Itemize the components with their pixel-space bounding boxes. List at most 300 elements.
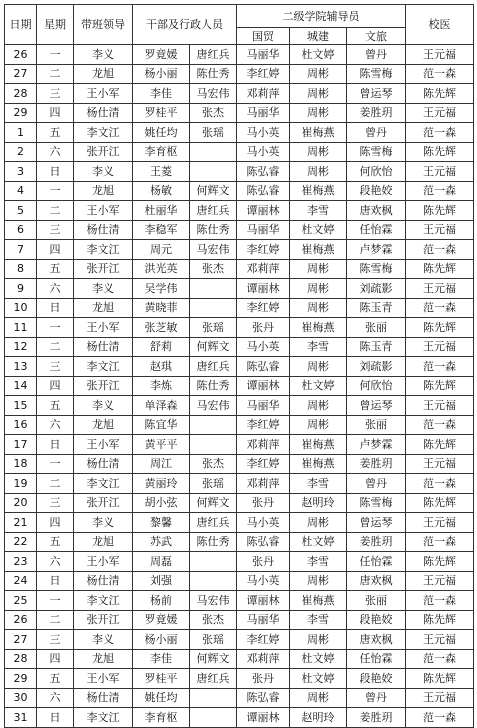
staff-cell: 罗桂平 <box>133 669 190 689</box>
table-row <box>5 279 474 299</box>
wenlv-cell: 何欣怡 <box>347 376 406 396</box>
wenlv-cell: 卢梦霖 <box>347 435 406 455</box>
date-cell: 7 <box>5 240 37 260</box>
staff-cell-2 <box>190 415 237 435</box>
guomao-cell: 谭丽林 <box>237 376 290 396</box>
doctor-cell: 范一森 <box>406 298 474 318</box>
staff-cell: 罗桂平 <box>133 103 190 123</box>
date-cell: 14 <box>5 376 37 396</box>
chengjian-cell: 李雪 <box>290 552 347 572</box>
date-cell: 30 <box>5 688 37 708</box>
weekday-cell: 五 <box>37 396 74 416</box>
staff-cell: 苏武 <box>133 532 190 552</box>
doctor-cell: 陈先辉 <box>406 610 474 630</box>
leader-cell: 王小军 <box>74 318 133 338</box>
chengjian-cell: 崔梅燕 <box>290 591 347 611</box>
staff-cell-2: 张杰 <box>190 103 237 123</box>
chengjian-cell: 周彬 <box>290 571 347 591</box>
chengjian-cell: 周彬 <box>290 279 347 299</box>
date-cell: 28 <box>5 84 37 104</box>
guomao-cell: 李红婷 <box>237 454 290 474</box>
table-row <box>5 220 474 240</box>
weekday-cell: 三 <box>37 630 74 650</box>
chengjian-cell: 周彬 <box>290 630 347 650</box>
chengjian-cell: 杜文婷 <box>290 376 347 396</box>
leader-cell: 张开江 <box>74 142 133 162</box>
staff-cell: 李佳 <box>133 649 190 669</box>
staff-cell-2: 唐红兵 <box>190 357 237 377</box>
guomao-cell: 马丽华 <box>237 45 290 65</box>
date-cell: 4 <box>5 181 37 201</box>
guomao-cell: 张丹 <box>237 669 290 689</box>
chengjian-cell: 周彬 <box>290 162 347 182</box>
leader-cell: 李文江 <box>74 123 133 143</box>
staff-cell-2: 何辉文 <box>190 337 237 357</box>
header-leader: 带班领导 <box>74 5 133 45</box>
staff-cell: 王菱 <box>133 162 190 182</box>
weekday-cell: 日 <box>37 298 74 318</box>
header-weekday: 星期 <box>37 5 74 45</box>
duty-roster-table <box>4 4 474 728</box>
guomao-cell: 马小英 <box>237 123 290 143</box>
staff-cell: 黄丽玲 <box>133 474 190 494</box>
staff-cell-2: 陈仕秀 <box>190 376 237 396</box>
wenlv-cell: 姜胜玥 <box>347 532 406 552</box>
chengjian-cell: 周彬 <box>290 357 347 377</box>
table-row <box>5 64 474 84</box>
staff-cell: 周元 <box>133 240 190 260</box>
staff-cell-2: 唐红兵 <box>190 45 237 65</box>
staff-cell-2 <box>190 298 237 318</box>
weekday-cell: 六 <box>37 279 74 299</box>
weekday-cell: 一 <box>37 181 74 201</box>
staff-cell-2: 张杰 <box>190 259 237 279</box>
weekday-cell: 四 <box>37 649 74 669</box>
doctor-cell: 范一森 <box>406 708 474 728</box>
staff-cell-2: 张杰 <box>190 610 237 630</box>
table-row <box>5 688 474 708</box>
chengjian-cell: 杜文婷 <box>290 220 347 240</box>
staff-cell-2 <box>190 162 237 182</box>
weekday-cell: 日 <box>37 708 74 728</box>
table-row <box>5 474 474 494</box>
guomao-cell: 谭丽林 <box>237 708 290 728</box>
leader-cell: 李义 <box>74 279 133 299</box>
doctor-cell: 范一森 <box>406 474 474 494</box>
wenlv-cell: 唐欢枫 <box>347 571 406 591</box>
weekday-cell: 三 <box>37 220 74 240</box>
leader-cell: 张开江 <box>74 376 133 396</box>
date-cell: 5 <box>5 201 37 221</box>
weekday-cell: 六 <box>37 688 74 708</box>
doctor-cell: 范一森 <box>406 64 474 84</box>
date-cell: 17 <box>5 435 37 455</box>
guomao-cell: 谭丽林 <box>237 201 290 221</box>
date-cell: 9 <box>5 279 37 299</box>
date-cell: 22 <box>5 532 37 552</box>
leader-cell: 李文江 <box>74 708 133 728</box>
chengjian-cell: 崔梅燕 <box>290 181 347 201</box>
date-cell: 29 <box>5 103 37 123</box>
weekday-cell: 一 <box>37 318 74 338</box>
date-cell: 18 <box>5 454 37 474</box>
guomao-cell: 马丽华 <box>237 220 290 240</box>
staff-cell: 杜丽华 <box>133 201 190 221</box>
guomao-cell: 李红婷 <box>237 298 290 318</box>
doctor-cell: 范一森 <box>406 240 474 260</box>
chengjian-cell: 周彬 <box>290 513 347 533</box>
staff-cell-2: 张瑶 <box>190 630 237 650</box>
weekday-cell: 二 <box>37 474 74 494</box>
staff-cell: 单泽森 <box>133 396 190 416</box>
table-row <box>5 45 474 65</box>
date-cell: 25 <box>5 591 37 611</box>
staff-cell: 周江 <box>133 454 190 474</box>
chengjian-cell: 杜文婷 <box>290 669 347 689</box>
header-chengjian: 城建 <box>290 28 347 45</box>
table-row <box>5 435 474 455</box>
weekday-cell: 二 <box>37 64 74 84</box>
staff-cell: 李育枢 <box>133 142 190 162</box>
leader-cell: 杨仕清 <box>74 571 133 591</box>
staff-cell: 杨小丽 <box>133 630 190 650</box>
date-cell: 29 <box>5 669 37 689</box>
guomao-cell: 邓莉萍 <box>237 474 290 494</box>
staff-cell-2: 陈仕秀 <box>190 220 237 240</box>
wenlv-cell: 曾运琴 <box>347 396 406 416</box>
staff-cell: 洪光英 <box>133 259 190 279</box>
header-guomao: 国贸 <box>237 28 290 45</box>
wenlv-cell: 陈雪梅 <box>347 64 406 84</box>
date-cell: 21 <box>5 513 37 533</box>
leader-cell: 李文江 <box>74 357 133 377</box>
leader-cell: 王小军 <box>74 669 133 689</box>
wenlv-cell: 段艳姣 <box>347 181 406 201</box>
weekday-cell: 一 <box>37 45 74 65</box>
chengjian-cell: 周彬 <box>290 64 347 84</box>
staff-cell: 杨敏 <box>133 181 190 201</box>
staff-cell-2: 张瑶 <box>190 123 237 143</box>
guomao-cell: 陈弘睿 <box>237 688 290 708</box>
weekday-cell: 二 <box>37 201 74 221</box>
leader-cell: 杨仕清 <box>74 454 133 474</box>
staff-cell: 杨小丽 <box>133 64 190 84</box>
wenlv-cell: 姜胜玥 <box>347 454 406 474</box>
date-cell: 26 <box>5 45 37 65</box>
date-cell: 12 <box>5 337 37 357</box>
date-cell: 3 <box>5 162 37 182</box>
wenlv-cell: 任怡霖 <box>347 552 406 572</box>
leader-cell: 李义 <box>74 630 133 650</box>
wenlv-cell: 任怡霖 <box>347 649 406 669</box>
date-cell: 13 <box>5 357 37 377</box>
wenlv-cell: 段艳姣 <box>347 669 406 689</box>
staff-cell-2: 马宏伟 <box>190 396 237 416</box>
chengjian-cell: 周彬 <box>290 415 347 435</box>
table-row <box>5 454 474 474</box>
staff-cell: 黄平平 <box>133 435 190 455</box>
wenlv-cell: 曾丹 <box>347 123 406 143</box>
doctor-cell: 陈先辉 <box>406 493 474 513</box>
weekday-cell: 五 <box>37 123 74 143</box>
doctor-cell: 范一森 <box>406 532 474 552</box>
wenlv-cell: 刘疏影 <box>347 357 406 377</box>
weekday-cell: 日 <box>37 571 74 591</box>
doctor-cell: 范一森 <box>406 649 474 669</box>
doctor-cell: 王元福 <box>406 279 474 299</box>
doctor-cell: 陈先辉 <box>406 318 474 338</box>
table-row <box>5 669 474 689</box>
staff-cell-2 <box>190 435 237 455</box>
chengjian-cell: 周彬 <box>290 298 347 318</box>
date-cell: 26 <box>5 610 37 630</box>
table-row <box>5 610 474 630</box>
wenlv-cell: 曾丹 <box>347 474 406 494</box>
weekday-cell: 六 <box>37 552 74 572</box>
date-cell: 28 <box>5 649 37 669</box>
chengjian-cell: 崔梅燕 <box>290 435 347 455</box>
guomao-cell: 陈弘睿 <box>237 181 290 201</box>
staff-cell-2 <box>190 552 237 572</box>
chengjian-cell: 崔梅燕 <box>290 123 347 143</box>
weekday-cell: 一 <box>37 591 74 611</box>
leader-cell: 杨仕清 <box>74 220 133 240</box>
staff-cell: 刘强 <box>133 571 190 591</box>
chengjian-cell: 杜文婷 <box>290 532 347 552</box>
staff-cell-2: 马宏伟 <box>190 591 237 611</box>
staff-cell: 陈宜华 <box>133 415 190 435</box>
staff-cell-2: 张瑶 <box>190 318 237 338</box>
staff-cell: 罗竟媛 <box>133 610 190 630</box>
wenlv-cell: 唐欢枫 <box>347 630 406 650</box>
date-cell: 20 <box>5 493 37 513</box>
chengjian-cell: 赵明玲 <box>290 493 347 513</box>
staff-cell: 李佳 <box>133 84 190 104</box>
table-body <box>5 45 474 728</box>
doctor-cell: 陈先辉 <box>406 201 474 221</box>
doctor-cell: 陈先辉 <box>406 84 474 104</box>
guomao-cell: 马小英 <box>237 337 290 357</box>
staff-cell: 姚任均 <box>133 123 190 143</box>
chengjian-cell: 周彬 <box>290 84 347 104</box>
guomao-cell: 张丹 <box>237 318 290 338</box>
chengjian-cell: 周彬 <box>290 259 347 279</box>
table-row <box>5 415 474 435</box>
weekday-cell: 一 <box>37 454 74 474</box>
table-row <box>5 142 474 162</box>
guomao-cell: 马小英 <box>237 571 290 591</box>
weekday-cell: 五 <box>37 669 74 689</box>
table-row <box>5 298 474 318</box>
guomao-cell: 李红婷 <box>237 64 290 84</box>
guomao-cell: 陈弘睿 <box>237 532 290 552</box>
leader-cell: 龙旭 <box>74 415 133 435</box>
wenlv-cell: 任怡霖 <box>347 220 406 240</box>
header-counselors: 二级学院辅导员 <box>237 5 406 28</box>
chengjian-cell: 崔梅燕 <box>290 240 347 260</box>
leader-cell: 李义 <box>74 162 133 182</box>
table-row <box>5 630 474 650</box>
date-cell: 27 <box>5 64 37 84</box>
date-cell: 10 <box>5 298 37 318</box>
wenlv-cell: 陈玉青 <box>347 337 406 357</box>
staff-cell: 李炼 <box>133 376 190 396</box>
leader-cell: 李文江 <box>74 591 133 611</box>
guomao-cell: 马丽华 <box>237 610 290 630</box>
table-row <box>5 552 474 572</box>
leader-cell: 李文江 <box>74 240 133 260</box>
table-row <box>5 337 474 357</box>
guomao-cell: 张丹 <box>237 493 290 513</box>
leader-cell: 李文江 <box>74 474 133 494</box>
staff-cell: 胡小弦 <box>133 493 190 513</box>
weekday-cell: 三 <box>37 357 74 377</box>
staff-cell-2: 陈仕秀 <box>190 532 237 552</box>
leader-cell: 张开江 <box>74 610 133 630</box>
leader-cell: 杨仕清 <box>74 337 133 357</box>
staff-cell-2 <box>190 279 237 299</box>
wenlv-cell: 张丽 <box>347 318 406 338</box>
doctor-cell: 范一森 <box>406 591 474 611</box>
staff-cell: 吴学伟 <box>133 279 190 299</box>
wenlv-cell: 曾运琴 <box>347 84 406 104</box>
table-row <box>5 259 474 279</box>
table-row <box>5 396 474 416</box>
table-row <box>5 84 474 104</box>
staff-cell-2 <box>190 142 237 162</box>
chengjian-cell: 李雪 <box>290 610 347 630</box>
chengjian-cell: 李雪 <box>290 337 347 357</box>
table-row <box>5 357 474 377</box>
staff-cell-2: 陈仕秀 <box>190 64 237 84</box>
doctor-cell: 王元福 <box>406 571 474 591</box>
leader-cell: 王小军 <box>74 552 133 572</box>
date-cell: 16 <box>5 415 37 435</box>
table-row <box>5 103 474 123</box>
doctor-cell: 王元福 <box>406 337 474 357</box>
date-cell: 8 <box>5 259 37 279</box>
wenlv-cell: 姜胜玥 <box>347 103 406 123</box>
guomao-cell: 陈弘睿 <box>237 162 290 182</box>
weekday-cell: 日 <box>37 162 74 182</box>
weekday-cell: 日 <box>37 435 74 455</box>
date-cell: 19 <box>5 474 37 494</box>
staff-cell-2: 张杰 <box>190 454 237 474</box>
guomao-cell: 李红婷 <box>237 415 290 435</box>
staff-cell-2: 张瑶 <box>190 474 237 494</box>
leader-cell: 张开江 <box>74 259 133 279</box>
doctor-cell: 范一森 <box>406 415 474 435</box>
leader-cell: 李义 <box>74 45 133 65</box>
doctor-cell: 王元福 <box>406 688 474 708</box>
leader-cell: 龙旭 <box>74 64 133 84</box>
guomao-cell: 张丹 <box>237 552 290 572</box>
weekday-cell: 五 <box>37 259 74 279</box>
staff-cell-2 <box>190 708 237 728</box>
doctor-cell: 范一森 <box>406 357 474 377</box>
staff-cell-2: 马宏伟 <box>190 240 237 260</box>
date-cell: 24 <box>5 571 37 591</box>
doctor-cell: 陈先辉 <box>406 435 474 455</box>
staff-cell: 李育枢 <box>133 708 190 728</box>
wenlv-cell: 张丽 <box>347 415 406 435</box>
doctor-cell: 范一森 <box>406 123 474 143</box>
weekday-cell: 二 <box>37 337 74 357</box>
leader-cell: 王小军 <box>74 84 133 104</box>
table-row <box>5 201 474 221</box>
chengjian-cell: 杜文婷 <box>290 45 347 65</box>
guomao-cell: 马丽华 <box>237 103 290 123</box>
leader-cell: 杨仕清 <box>74 688 133 708</box>
table-row <box>5 493 474 513</box>
guomao-cell: 李红婷 <box>237 240 290 260</box>
date-cell: 23 <box>5 552 37 572</box>
wenlv-cell: 何欣怡 <box>347 162 406 182</box>
staff-cell: 赵琪 <box>133 357 190 377</box>
staff-cell-2: 唐红兵 <box>190 513 237 533</box>
weekday-cell: 六 <box>37 142 74 162</box>
guomao-cell: 马小英 <box>237 142 290 162</box>
staff-cell-2: 唐红兵 <box>190 669 237 689</box>
guomao-cell: 陈弘睿 <box>237 357 290 377</box>
weekday-cell: 四 <box>37 103 74 123</box>
guomao-cell: 谭丽林 <box>237 591 290 611</box>
staff-cell: 杨前 <box>133 591 190 611</box>
staff-cell: 周磊 <box>133 552 190 572</box>
staff-cell-2: 马宏伟 <box>190 84 237 104</box>
guomao-cell: 李红婷 <box>237 630 290 650</box>
weekday-cell: 三 <box>37 84 74 104</box>
leader-cell: 杨仕清 <box>74 103 133 123</box>
staff-cell: 黄晓菲 <box>133 298 190 318</box>
doctor-cell: 王元福 <box>406 630 474 650</box>
table-row <box>5 123 474 143</box>
staff-cell-2: 何辉文 <box>190 649 237 669</box>
table-header <box>5 5 474 45</box>
roster-wrapper <box>4 4 474 728</box>
wenlv-cell: 张丽 <box>347 591 406 611</box>
guomao-cell: 邓莉萍 <box>237 649 290 669</box>
weekday-cell: 五 <box>37 532 74 552</box>
leader-cell: 王小军 <box>74 435 133 455</box>
doctor-cell: 陈先辉 <box>406 142 474 162</box>
staff-cell-2 <box>190 688 237 708</box>
staff-cell: 姚任均 <box>133 688 190 708</box>
leader-cell: 李义 <box>74 513 133 533</box>
wenlv-cell: 曾丹 <box>347 45 406 65</box>
table-row <box>5 532 474 552</box>
weekday-cell: 二 <box>37 610 74 630</box>
date-cell: 2 <box>5 142 37 162</box>
guomao-cell: 马小英 <box>237 513 290 533</box>
chengjian-cell: 周彬 <box>290 142 347 162</box>
chengjian-cell: 赵明玲 <box>290 708 347 728</box>
staff-cell: 舒莉 <box>133 337 190 357</box>
staff-cell-2: 何辉文 <box>190 181 237 201</box>
staff-cell-2: 唐红兵 <box>190 201 237 221</box>
table-row <box>5 591 474 611</box>
date-cell: 31 <box>5 708 37 728</box>
date-cell: 6 <box>5 220 37 240</box>
leader-cell: 龙旭 <box>74 532 133 552</box>
staff-cell-2: 何辉文 <box>190 493 237 513</box>
doctor-cell: 陈先辉 <box>406 669 474 689</box>
doctor-cell: 王元福 <box>406 220 474 240</box>
weekday-cell: 四 <box>37 240 74 260</box>
guomao-cell: 邓莉萍 <box>237 259 290 279</box>
guomao-cell: 邓莉萍 <box>237 435 290 455</box>
wenlv-cell: 姜胜玥 <box>347 708 406 728</box>
